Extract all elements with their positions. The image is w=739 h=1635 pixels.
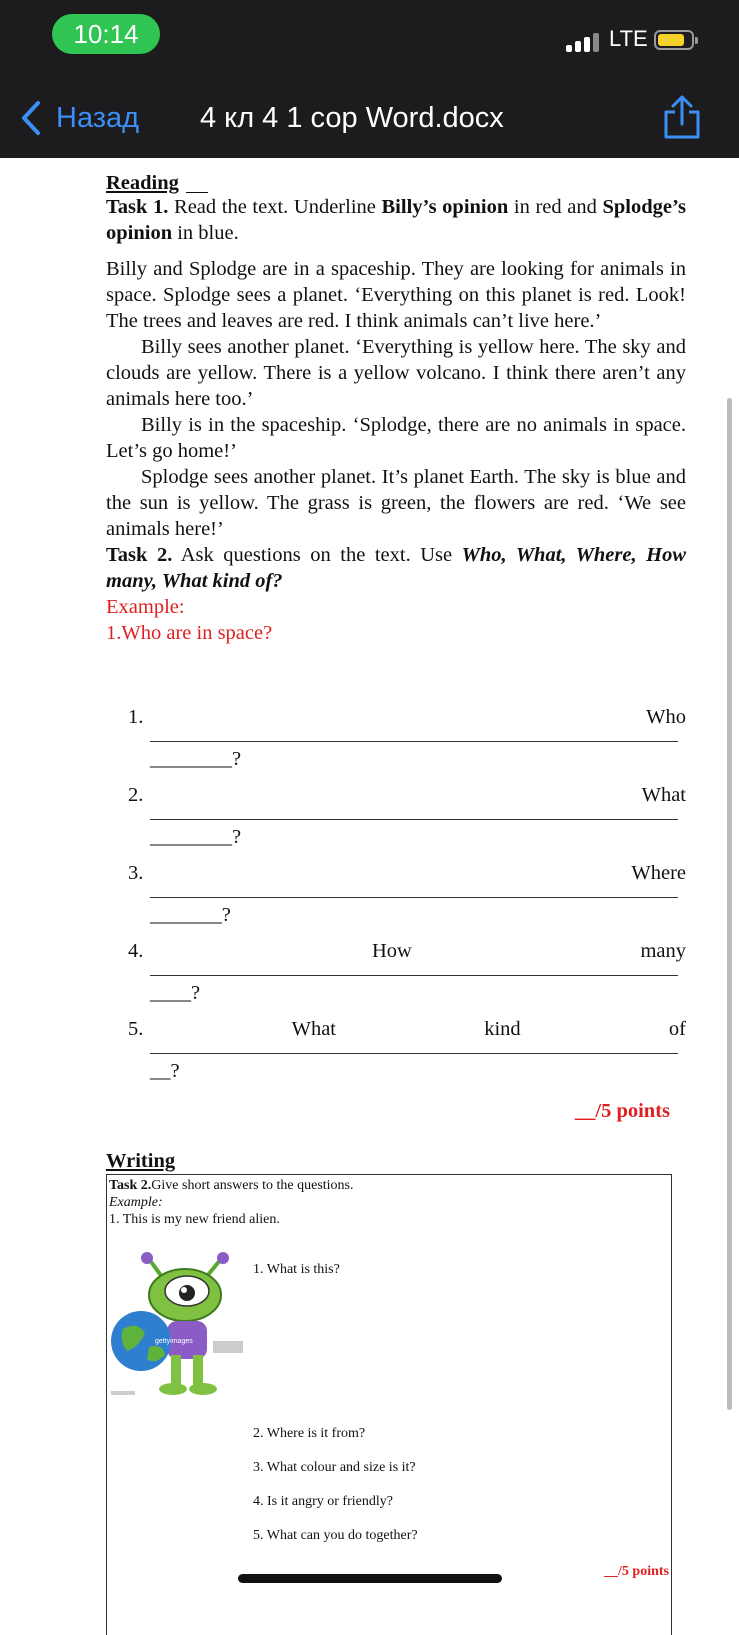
home-indicator[interactable] — [238, 1574, 502, 1583]
battery-icon — [654, 30, 694, 50]
example-text: 1.Who are in space? — [106, 622, 273, 644]
question-row: 1. Who ________? — [128, 706, 686, 770]
writing-heading: Writing — [106, 1150, 176, 1172]
question-row: 4. How many ____? — [128, 940, 686, 1004]
image-watermark: gettyimages — [155, 1338, 193, 1345]
question-row: 5. What kind of __? — [128, 1018, 686, 1082]
heading-underline — [186, 192, 208, 193]
answer-line[interactable] — [150, 819, 678, 820]
writing-question: 5. What can you do together? — [253, 1528, 418, 1543]
reading-heading: Reading — [106, 172, 179, 194]
answer-line[interactable] — [150, 741, 678, 742]
network-label: LTE — [609, 26, 648, 51]
question-row: 2. What ________? — [128, 784, 686, 848]
clock: 10:14 — [52, 14, 160, 54]
scrollbar[interactable] — [727, 398, 732, 1410]
writing-task-instruction: Task 2.Give short answers to the questions. — [109, 1178, 354, 1193]
example-label: Example: — [106, 596, 185, 618]
points-score: __/5 points — [574, 1100, 670, 1122]
answer-line[interactable] — [150, 1053, 678, 1054]
writing-example-text: 1. This is my new friend alien. — [109, 1212, 280, 1227]
writing-example-label: Example: — [109, 1195, 163, 1210]
writing-points: __/5 points — [604, 1564, 669, 1579]
task1-instruction: Task 1. Read the text. Underline Billy’s opinion in red and Splodge’s opinion in blue. — [106, 196, 686, 244]
status-bar — [0, 0, 739, 80]
question-row: 3. Where _______? — [128, 862, 686, 926]
writing-question: 2. Where is it from? — [253, 1426, 366, 1441]
signal-icon — [566, 32, 602, 52]
nav-bar — [0, 80, 739, 158]
document-title: 4 кл 4 1 сор Word.docx — [200, 102, 504, 134]
writing-task-box — [106, 1174, 672, 1635]
chevron-left-icon — [20, 100, 42, 136]
paragraph: Billy is in the spaceship. ‘Splodge, there are no animals in space. Let’s go home!’ — [106, 414, 686, 462]
paragraph: Billy sees another planet. ‘Everything is yellow here. The sky and clouds are yellow. There is a yellow volcano. I think there aren’t any animals here too.’ — [106, 336, 686, 410]
answer-line[interactable] — [150, 975, 678, 976]
writing-question: 1. What is this? — [253, 1262, 340, 1277]
paragraph: Billy and Splodge are in a spaceship. They are looking for animals in space. Splodge sees a planet. ‘Everything on this planet is red. Look! The trees and leaves are red. I think animals can’t live here.’ — [106, 258, 686, 332]
task2-instruction: Task 2. Ask questions on the text. Use Who, What, Where, How many, What kind of? — [106, 544, 686, 592]
writing-question: 3. What colour and size is it? — [253, 1460, 416, 1475]
alien-illustration — [109, 1251, 247, 1401]
back-button[interactable] — [20, 98, 139, 138]
share-button[interactable] — [660, 94, 704, 140]
answer-line[interactable] — [150, 897, 678, 898]
back-label: Назад — [56, 101, 140, 134]
writing-question: 4. Is it angry or friendly? — [253, 1494, 393, 1509]
share-icon — [660, 94, 704, 140]
paragraph: Splodge sees another planet. It’s planet Earth. The sky is blue and the sun is yellow. The grass is green, the flowers are red. ‘We see animals here!’ — [106, 466, 686, 540]
reading-text — [106, 256, 686, 646]
